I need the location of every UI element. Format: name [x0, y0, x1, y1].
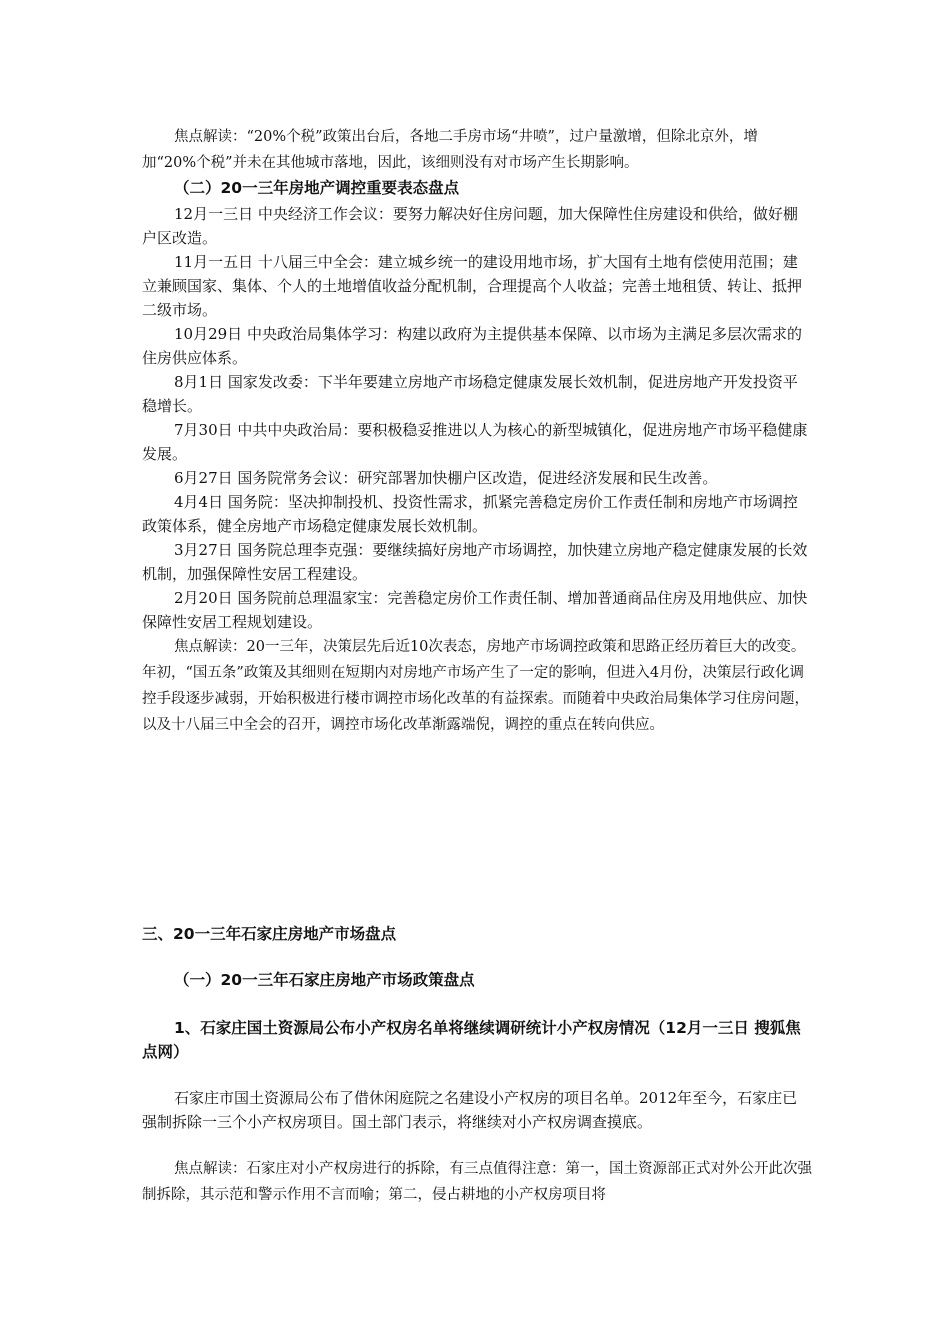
heading-text: （一）20一三年石家庄房地产市场政策盘点: [174, 971, 475, 989]
statement-item: 7月30日 中共中央政治局：要积极稳妥推进以人为核心的新型城镇化，促进房地产市场平稳健康发展。: [142, 421, 808, 463]
statement-list: [142, 202, 812, 738]
focus-paragraph-top: [142, 124, 812, 176]
body-text: 石家庄市国土资源局公布了借休闲庭院之名建设小产权房的项目名单。2012年至今，石家庄已强制拆除一三个小产权房项目。国土部门表示，将继续对小产权房调查摸底。: [142, 1089, 798, 1131]
section-heading-three: [142, 922, 812, 946]
statement-item: 11月一五日 十八届三中全会：建立城乡统一的建设用地市场，扩大国有土地有偿使用范围；建立兼顾国家、集体、个人的土地增值收益分配机制，合理提高个人收益；完善土地租赁、转让、抵押二级市场。: [142, 253, 803, 319]
statement-item: 3月27日 国务院总理李克强：要继续搞好房地产市场调控，加快建立房地产稳定健康发展的长效机制，加强保障性安居工程建设。: [142, 541, 808, 583]
focus-text: 焦点解读：石家庄对小产权房进行的拆除，有三点值得注意：第一，国土资源部正式对外公开此次强制拆除，其示范和警示作用不言而喻；第二，侵占耕地的小产权房项目将: [142, 1161, 812, 1203]
section-heading-policy: [142, 176, 812, 200]
statement-item: 4月4日 国务院：坚决抑制投机、投资性需求，抓紧完善稳定房价工作责任制和房地产市场调控政策体系，健全房地产市场稳定健康发展长效机制。: [142, 493, 798, 535]
item-title: [142, 1016, 812, 1064]
focus-paragraph-bottom: [142, 1156, 812, 1208]
statement-item: 2月20日 国务院前总理温家宝：完善稳定房价工作责任制、增加普通商品住房及用地供应、加快保障性安居工程规划建设。: [142, 589, 808, 631]
subheading-policy: [142, 968, 812, 992]
focus-text: 焦点解读：“20%个税”政策出台后，各地二手房市场“井喷”，过户量激增，但除北京外，增加“20%个税”并未在其他城市落地，因此，该细则没有对市场产生长期影响。: [142, 129, 758, 171]
heading-text: （二）20一三年房地产调控重要表态盘点: [174, 179, 460, 197]
body-paragraph: [142, 1086, 812, 1134]
heading-text: 三、20一三年石家庄房地产市场盘点: [142, 925, 397, 943]
statement-item: 10月29日 中央政治局集体学习：构建以政府为主提供基本保障、以市场为主满足多层次需求的住房供应体系。: [142, 325, 802, 367]
statement-item: 8月1日 国家发改委：下半年要建立房地产市场稳定健康发展长效机制，促进房地产开发投资平稳增长。: [142, 373, 798, 415]
focus-text: 焦点解读：20一三年，决策层先后近10次表态，房地产市场调控政策和思路正经历着巨大的改变。年初，“国五条”政策及其细则在短期内对房地产市场产生了一定的影响，但进入4月份，决策层行政化调控手段逐步减弱，开始积极进行楼市调控市场化改革的有益探索。而随着中央政治局集体学习住房问题，以及十八届三中全会的召开，调控市场化改革渐露端倪，调控的重点在转向供应。: [142, 639, 809, 733]
statement-item: 12月一三日 中央经济工作会议：要努力解决好住房问题，加大保障性住房建设和供给，做好棚户区改造。: [142, 205, 798, 247]
item-title-text: 1、石家庄国土资源局公布小产权房名单将继续调研统计小产权房情况（12月一三日 搜狐焦点网）: [142, 1019, 801, 1061]
statement-item: 6月27日 国务院常务会议：研究部署加快棚户区改造，促进经济发展和民生改善。: [174, 469, 718, 487]
